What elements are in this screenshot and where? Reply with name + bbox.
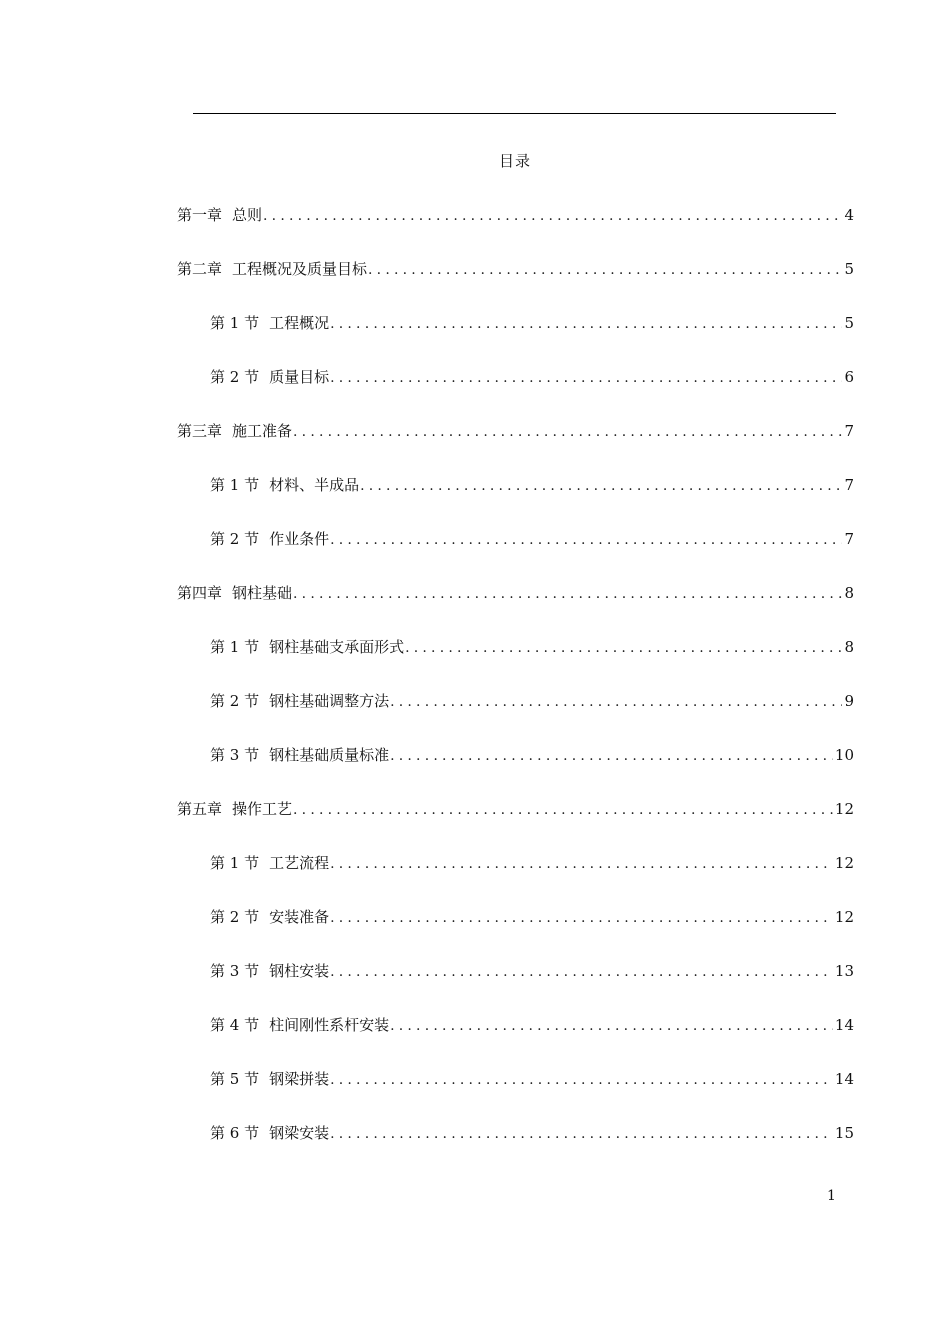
toc-entry-label [210, 851, 329, 875]
toc-entry-title: 钢梁安装 [269, 1124, 330, 1142]
toc-section-entry[interactable] [177, 1067, 854, 1121]
toc-dot-leader [330, 366, 842, 390]
toc-entry-label [210, 365, 329, 389]
toc-entry-number: 第 1 节 [210, 638, 260, 656]
toc-list [177, 203, 854, 1175]
toc-entry-page: 8 [844, 638, 854, 656]
toc-dot-leader [390, 744, 833, 768]
toc-dot-leader [405, 636, 842, 660]
toc-entry-page: 14 [834, 1016, 854, 1034]
toc-entry-label [210, 473, 359, 497]
toc-title: 目录 [498, 152, 531, 170]
toc-entry-page: 8 [844, 584, 854, 602]
toc-entry-number: 第 2 节 [210, 908, 260, 926]
toc-section-entry[interactable] [177, 365, 854, 419]
toc-entry-number: 第 5 节 [210, 1070, 260, 1088]
toc-entry-label [210, 311, 329, 335]
toc-entry-page: 15 [834, 1124, 854, 1142]
toc-entry-page: 9 [844, 692, 854, 710]
toc-dot-leader [293, 420, 842, 444]
toc-entry-title: 安装准备 [269, 908, 330, 926]
toc-entry-number: 第 1 节 [210, 854, 260, 872]
toc-entry-number: 第四章 [177, 584, 223, 602]
toc-chapter-entry[interactable] [177, 257, 854, 311]
toc-entry-title: 钢柱基础支承面形式 [269, 638, 405, 656]
toc-dot-leader [360, 474, 842, 498]
toc-entry-label [210, 1067, 329, 1091]
toc-entry-page: 5 [844, 314, 854, 332]
toc-dot-leader [390, 1014, 833, 1038]
toc-entry-title: 钢柱基础 [232, 584, 293, 602]
toc-section-entry[interactable] [177, 527, 854, 581]
toc-section-entry[interactable] [177, 1013, 854, 1067]
toc-entry-label [210, 689, 389, 713]
toc-entry-number: 第五章 [177, 800, 223, 818]
toc-entry-title: 操作工艺 [232, 800, 293, 818]
toc-entry-title: 钢柱安装 [269, 962, 330, 980]
toc-entry-title: 工艺流程 [269, 854, 330, 872]
toc-chapter-entry[interactable] [177, 203, 854, 257]
toc-entry-title: 工程概况 [269, 314, 330, 332]
toc-entry-title: 钢梁拼装 [269, 1070, 330, 1088]
toc-entry-title: 作业条件 [269, 530, 330, 548]
toc-entry-label [177, 257, 367, 281]
toc-section-entry[interactable] [177, 1121, 854, 1175]
toc-dot-leader [330, 528, 842, 552]
toc-entry-label [210, 905, 329, 929]
toc-section-entry[interactable] [177, 689, 854, 743]
toc-entry-label [210, 1121, 329, 1145]
toc-entry-label [210, 743, 389, 767]
toc-section-entry[interactable] [177, 311, 854, 365]
page-number: 1 [827, 1188, 836, 1204]
toc-entry-title: 工程概况及质量目标 [232, 260, 368, 278]
toc-section-entry[interactable] [177, 743, 854, 797]
toc-entry-page: 7 [844, 530, 854, 548]
toc-section-entry[interactable] [177, 851, 854, 905]
toc-section-entry[interactable] [177, 473, 854, 527]
toc-chapter-entry[interactable] [177, 581, 854, 635]
toc-section-entry[interactable] [177, 905, 854, 959]
toc-entry-page: 5 [844, 260, 854, 278]
toc-entry-label [177, 797, 292, 821]
toc-entry-number: 第二章 [177, 260, 223, 278]
toc-dot-leader [330, 852, 833, 876]
toc-entry-page: 14 [834, 1070, 854, 1088]
toc-chapter-entry[interactable] [177, 419, 854, 473]
toc-entry-number: 第 3 节 [210, 746, 260, 764]
toc-entry-title: 材料、半成品 [269, 476, 360, 494]
toc-section-entry[interactable] [177, 635, 854, 689]
toc-dot-leader [263, 204, 842, 228]
toc-entry-page: 12 [834, 908, 854, 926]
toc-entry-number: 第 1 节 [210, 476, 260, 494]
toc-dot-leader [293, 798, 833, 822]
toc-entry-page: 10 [834, 746, 854, 764]
toc-entry-title: 钢柱基础质量标准 [269, 746, 390, 764]
toc-dot-leader [368, 258, 842, 282]
toc-entry-title: 质量目标 [269, 368, 330, 386]
toc-section-entry[interactable] [177, 959, 854, 1013]
toc-entry-title: 柱间刚性系杆安装 [269, 1016, 390, 1034]
toc-chapter-entry[interactable] [177, 797, 854, 851]
toc-entry-label [210, 527, 329, 551]
toc-entry-number: 第 6 节 [210, 1124, 260, 1142]
toc-dot-leader [330, 1068, 833, 1092]
toc-entry-number: 第 1 节 [210, 314, 260, 332]
toc-entry-label [210, 1013, 389, 1037]
toc-entry-number: 第一章 [177, 206, 223, 224]
toc-dot-leader [293, 582, 842, 606]
toc-entry-page: 4 [844, 206, 854, 224]
toc-entry-title: 总则 [232, 206, 263, 224]
toc-entry-page: 7 [844, 422, 854, 440]
toc-entry-page: 12 [834, 800, 854, 818]
header-rule [193, 113, 836, 114]
toc-entry-label [177, 581, 292, 605]
toc-entry-number: 第 2 节 [210, 368, 260, 386]
toc-entry-page: 13 [834, 962, 854, 980]
toc-entry-number: 第 4 节 [210, 1016, 260, 1034]
toc-entry-label [177, 419, 292, 443]
toc-dot-leader [390, 690, 842, 714]
toc-dot-leader [330, 906, 833, 930]
toc-entry-number: 第 2 节 [210, 530, 260, 548]
toc-entry-page: 12 [834, 854, 854, 872]
toc-entry-label [210, 635, 404, 659]
toc-entry-title: 施工准备 [232, 422, 293, 440]
toc-entry-label [177, 203, 262, 227]
toc-entry-number: 第 3 节 [210, 962, 260, 980]
toc-dot-leader [330, 312, 842, 336]
toc-entry-number: 第三章 [177, 422, 223, 440]
toc-entry-number: 第 2 节 [210, 692, 260, 710]
toc-entry-label [210, 959, 329, 983]
toc-dot-leader [330, 1122, 833, 1146]
toc-entry-page: 7 [844, 476, 854, 494]
toc-entry-page: 6 [844, 368, 854, 386]
toc-entry-title: 钢柱基础调整方法 [269, 692, 390, 710]
toc-dot-leader [330, 960, 833, 984]
